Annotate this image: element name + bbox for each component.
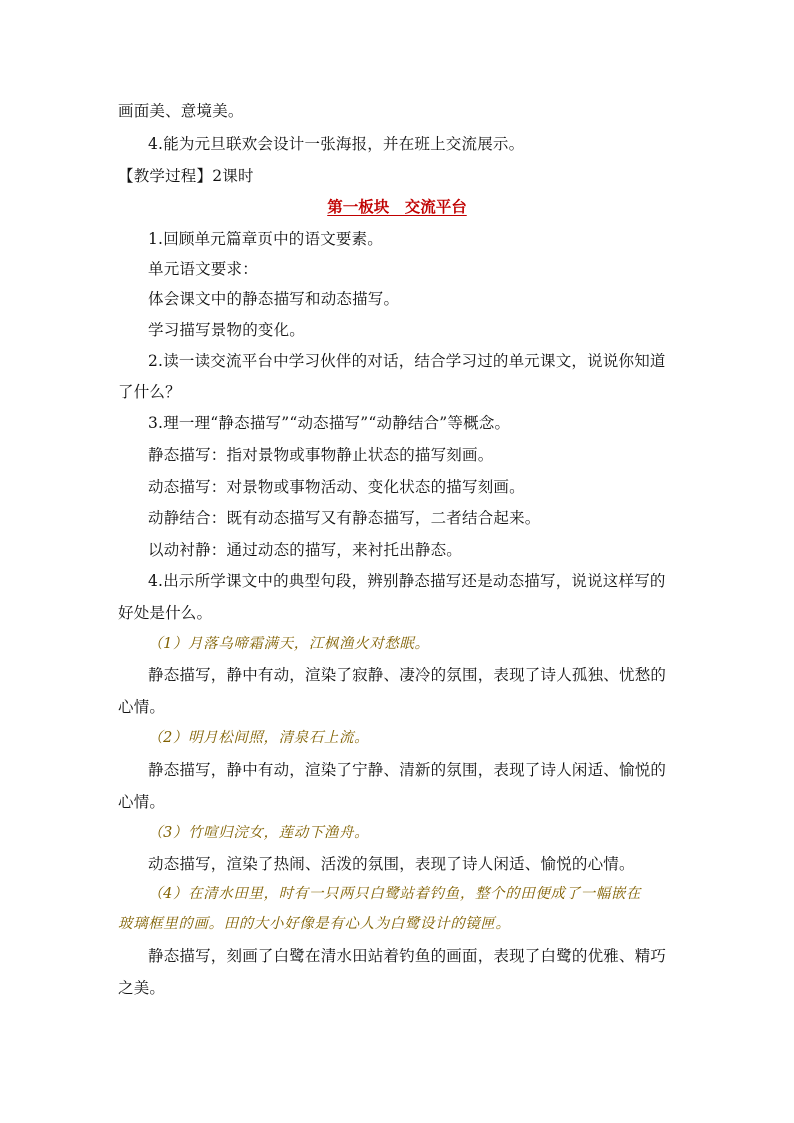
text-line: 【教学过程】2课时 xyxy=(118,167,254,185)
quote-line: 玻璃框里的画。田的大小好像是有心人为白鹭设计的镜匣。 xyxy=(118,916,511,932)
text-line: 心情。 xyxy=(118,698,166,716)
text-line: 静态描写，静中有动，渲染了寂静、凄冷的氛围，表现了诗人孤独、忧愁的 xyxy=(148,666,667,684)
text-line: 4.出示所学课文中的典型句段，辨别静态描写还是动态描写，说说这样写的 xyxy=(148,572,666,590)
quote-line: （2）明月松间照，清泉石上流。 xyxy=(148,730,370,746)
text-line: 静态描写，静中有动，渲染了宁静、清新的氛围，表现了诗人闲适、愉悦的 xyxy=(148,761,667,779)
text-line: 画面美、意境美。 xyxy=(118,102,244,120)
text-line: 静态描写，刻画了白鹭在清水田站着钓鱼的画面，表现了白鹭的优雅、精巧 xyxy=(148,947,667,965)
text-line: 学习描写景物的变化。 xyxy=(148,321,306,339)
text-line: 4.能为元旦联欢会设计一张海报，并在班上交流展示。 xyxy=(148,135,525,153)
text-line: 1.回顾单元篇章页中的语文要素。 xyxy=(148,230,383,248)
text-line: 3.理一理“静态描写”“动态描写”“动静结合”等概念。 xyxy=(148,414,511,432)
quote-line: （4）在清水田里，时有一只两只白鹭站着钓鱼，整个的田便成了一幅嵌在 xyxy=(148,886,642,902)
text-line: 动态描写：对景物或事物活动、变化状态的描写刻画。 xyxy=(148,478,525,496)
text-line: 好处是什么。 xyxy=(118,604,213,622)
text-line: 动态描写，渲染了热闹、活泼的氛围，表现了诗人闲适、愉悦的心情。 xyxy=(148,855,635,873)
section-heading: 第一板块 交流平台 xyxy=(327,197,467,216)
text-line: 了什么？ xyxy=(118,383,181,401)
text-line: 之美。 xyxy=(118,979,166,997)
text-line: 体会课文中的静态描写和动态描写。 xyxy=(148,290,400,308)
quote-line: （1）月落乌啼霜满天，江枫渔火对愁眠。 xyxy=(148,636,430,652)
text-line: 静态描写：指对景物或事物静止状态的描写刻画。 xyxy=(148,446,494,464)
text-line: 动静结合：既有动态描写又有静态描写，二者结合起来。 xyxy=(148,509,541,527)
text-line: 心情。 xyxy=(118,793,166,811)
quote-line: （3）竹喧归浣女，莲动下渔舟。 xyxy=(148,825,370,841)
text-line: 2.读一读交流平台中学习伙伴的对话，结合学习过的单元课文，说说你知道 xyxy=(148,352,666,370)
text-line: 以动衬静：通过动态的描写，来衬托出静态。 xyxy=(148,541,463,559)
text-line: 单元语文要求： xyxy=(148,260,258,278)
